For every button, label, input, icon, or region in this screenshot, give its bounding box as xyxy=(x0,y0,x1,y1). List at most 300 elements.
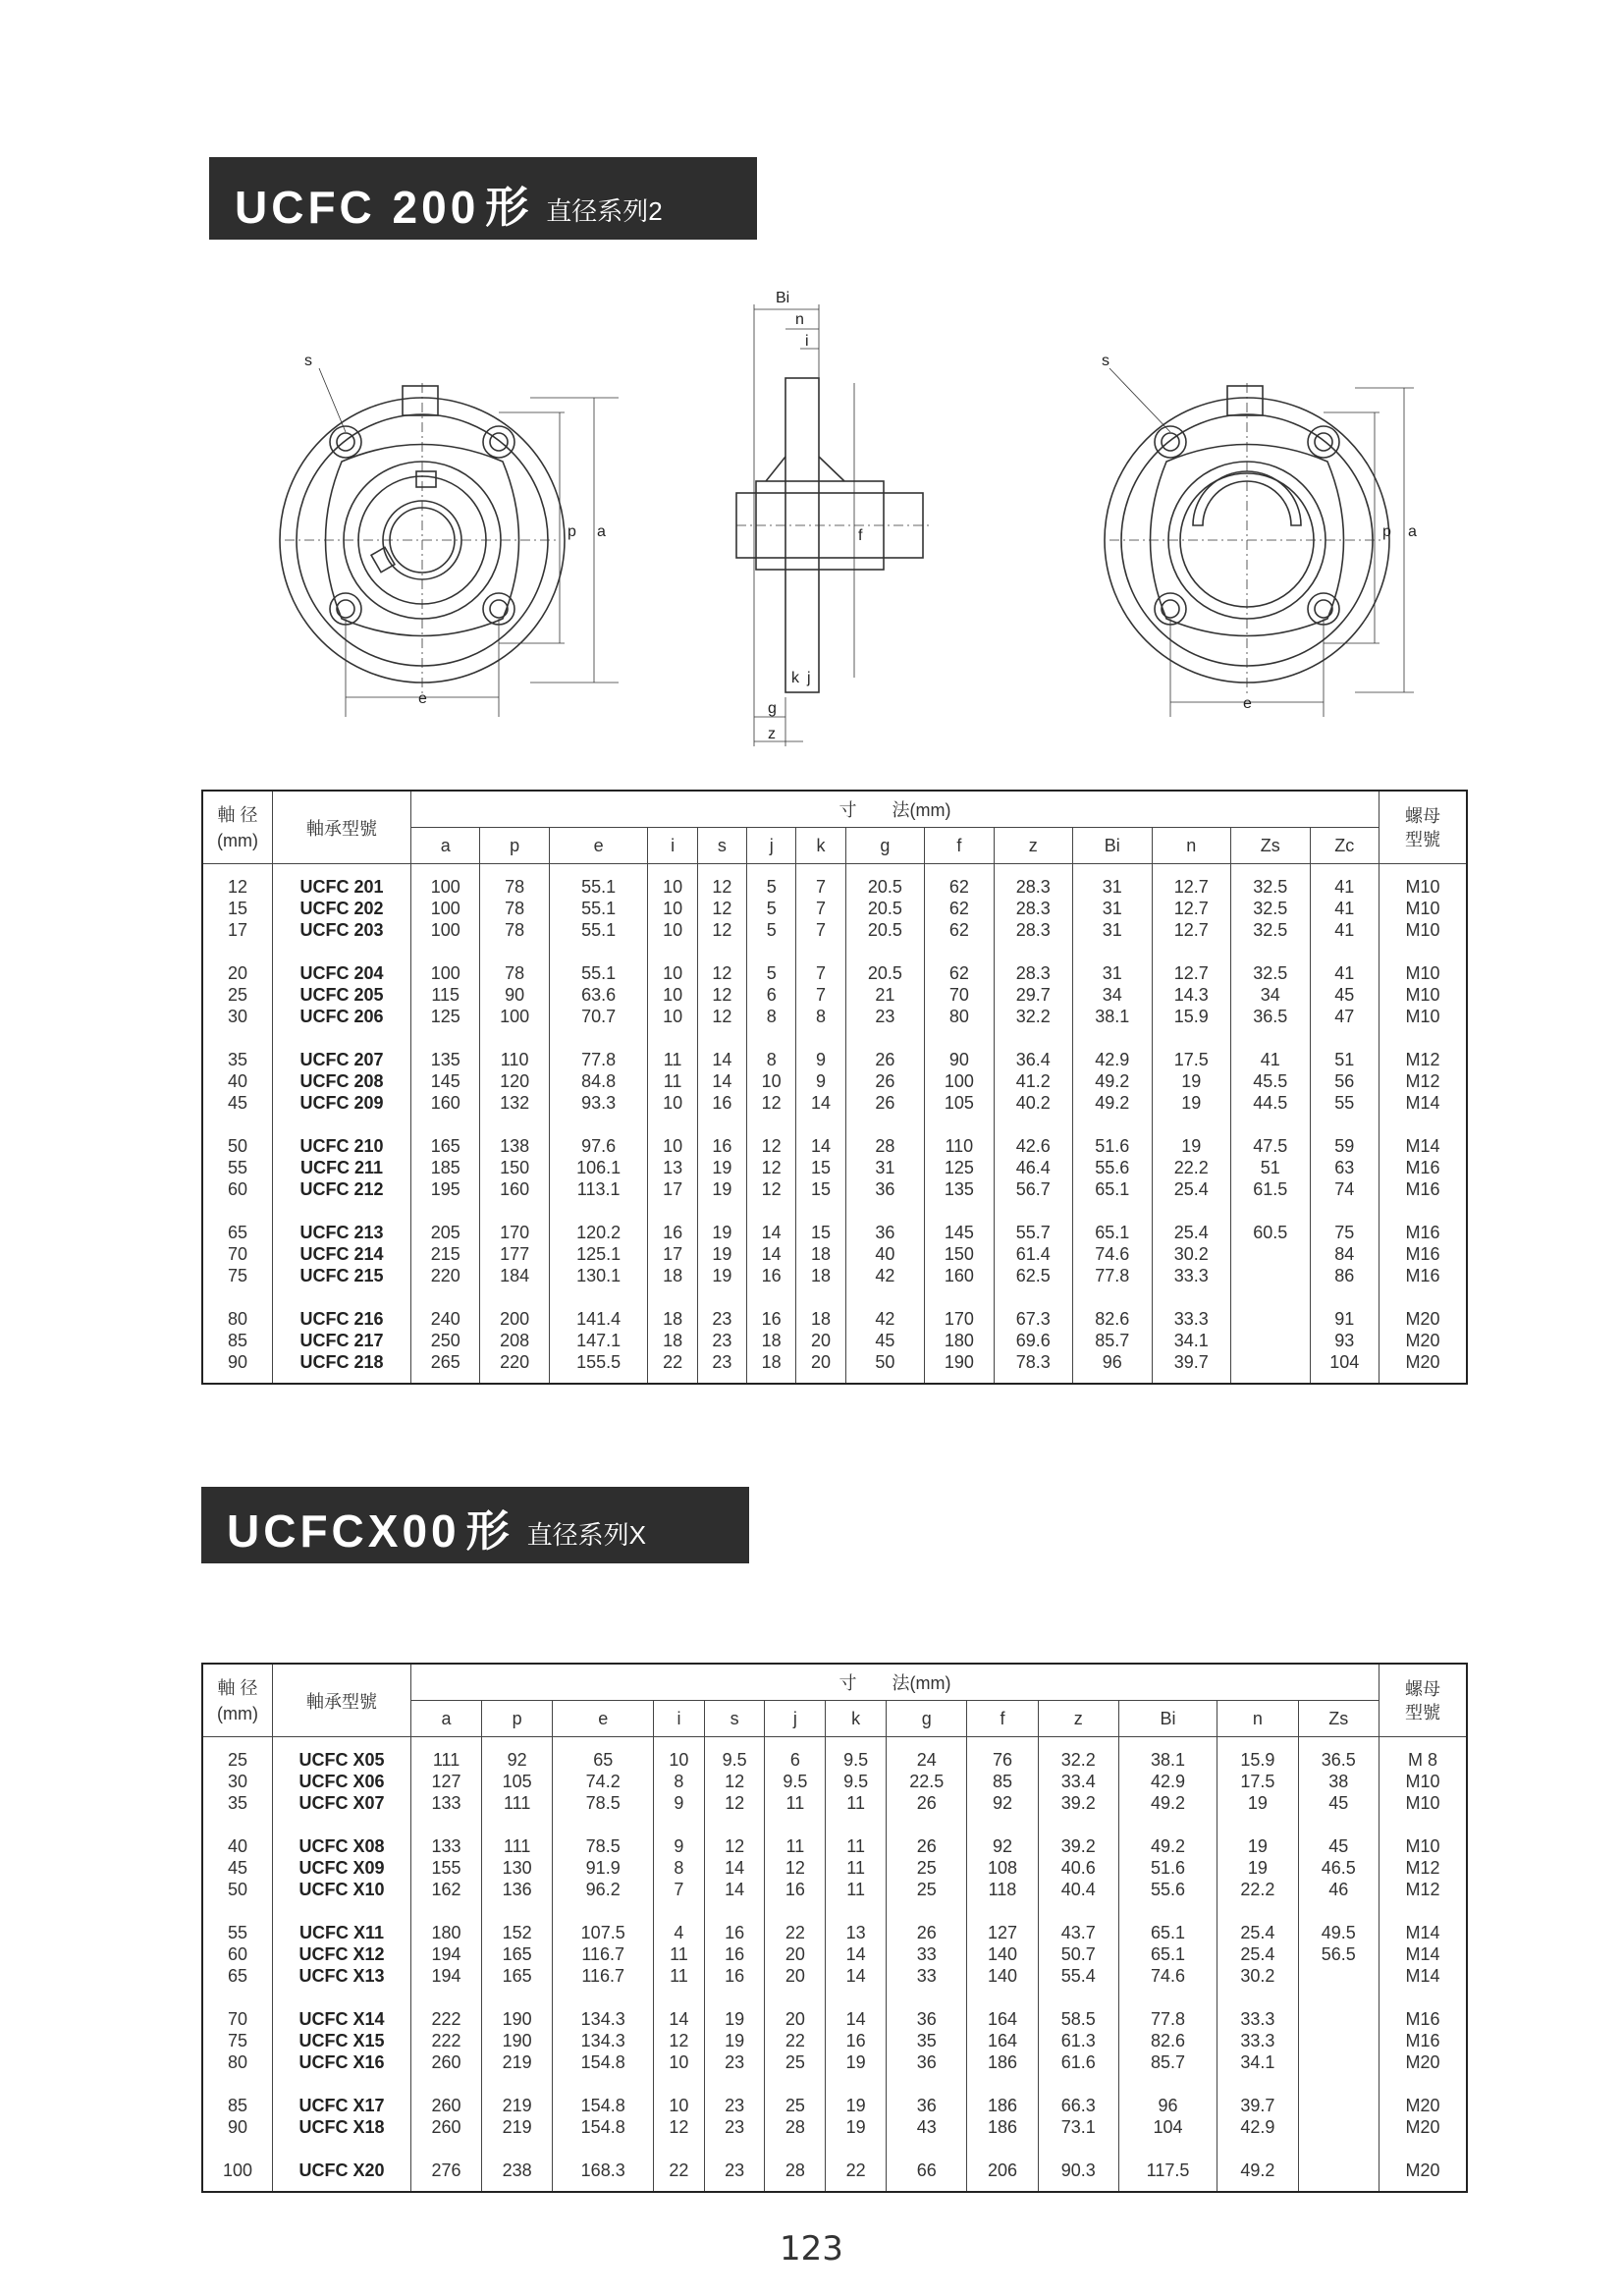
cell-value: 220 xyxy=(500,1352,530,1372)
cell-value: 17.5 xyxy=(1173,1050,1209,1069)
cell-shaft-dia xyxy=(202,1210,273,1296)
cell-value: 14 xyxy=(810,1136,831,1156)
cell-value: 165 xyxy=(430,1136,460,1156)
cell-value: 66 xyxy=(916,2160,937,2180)
cell-value: 23 xyxy=(725,2117,745,2137)
cell-dim-f xyxy=(967,2083,1038,2148)
cell-value: 74.6 xyxy=(1151,1966,1186,1986)
table-row-group xyxy=(202,951,1467,1037)
cell-value: 17 xyxy=(227,920,248,940)
cell-value: 185 xyxy=(430,1158,460,1177)
cell-dim-zc xyxy=(1310,1037,1380,1123)
cell-value: 55.6 xyxy=(1151,1880,1186,1899)
cell-value: 24 xyxy=(916,1750,937,1770)
cell-value: 70.7 xyxy=(581,1007,617,1026)
header-shaft-label: 軸 径 xyxy=(217,1677,258,1698)
table-row-group xyxy=(202,1996,1467,2083)
cell-shaft-dia xyxy=(202,864,273,952)
table-row-group xyxy=(202,864,1467,952)
cell-dim-zs xyxy=(1231,864,1310,952)
cell-dim-bi xyxy=(1073,1296,1152,1384)
cell-dim-j xyxy=(765,1996,826,2083)
cell-value: 42.9 xyxy=(1095,1050,1130,1069)
cell-nut-model xyxy=(1380,1910,1468,1996)
cell-nut-model xyxy=(1380,1123,1468,1210)
header-col-zs: Zs xyxy=(1231,828,1310,864)
cell-shaft-dia xyxy=(202,1824,273,1910)
cell-value: 12 xyxy=(227,877,248,897)
cell-value: M20 xyxy=(1405,2160,1440,2180)
cell-value: 147.1 xyxy=(576,1331,622,1350)
cell-value: 194 xyxy=(431,1966,461,1986)
cell-value: 116.7 xyxy=(581,1966,625,1986)
cell-dim-p xyxy=(480,864,549,952)
cell-value: 154.8 xyxy=(580,2096,625,2115)
cell-dim-zs xyxy=(1298,1996,1379,2083)
cell-value: UCFC 202 xyxy=(299,899,384,918)
cell-bearing-model xyxy=(273,1996,411,2083)
cell-dim-a xyxy=(411,951,480,1037)
cell-value: 160 xyxy=(944,1266,974,1285)
cell-value: 10 xyxy=(663,1007,683,1026)
cell-value: 49.2 xyxy=(1095,1093,1130,1113)
cell-value: 100 xyxy=(222,2160,253,2180)
cell-dim-f xyxy=(925,1210,994,1296)
cell-value: 260 xyxy=(431,2117,461,2137)
cell-value: 186 xyxy=(987,2052,1017,2072)
header-col-f: f xyxy=(967,1701,1038,1737)
cell-value: 16 xyxy=(725,1944,745,1964)
cell-dim-n xyxy=(1152,1296,1230,1384)
cell-dim-n xyxy=(1152,951,1230,1037)
cell-dim-k xyxy=(826,2083,887,2148)
cell-value xyxy=(1301,2116,1377,2138)
cell-value: 180 xyxy=(431,1923,461,1942)
cell-value: 43 xyxy=(916,2117,937,2137)
cell-dim-zc xyxy=(1310,1123,1380,1210)
cell-value: 276 xyxy=(431,2160,461,2180)
cell-dim-j xyxy=(747,951,796,1037)
cell-dim-n xyxy=(1217,1996,1298,2083)
cell-value: 150 xyxy=(944,1244,974,1264)
cell-value: 110 xyxy=(500,1050,529,1069)
cell-dim-n xyxy=(1152,864,1230,952)
header-col-s: s xyxy=(704,1701,765,1737)
cell-shaft-dia xyxy=(202,1037,273,1123)
title-subtitle: 直径系列2 xyxy=(546,196,663,226)
cell-value: 111 xyxy=(432,1750,460,1770)
cell-value: 12 xyxy=(669,2117,689,2137)
cell-value: 5 xyxy=(766,963,777,983)
cell-value: 49.2 xyxy=(1095,1071,1130,1091)
table-row-group xyxy=(202,2083,1467,2148)
header-col-p: p xyxy=(482,1701,553,1737)
spec-table-ucfcx00 xyxy=(201,1663,1468,2193)
cell-value: 135 xyxy=(430,1050,460,1069)
cell-dim-zs xyxy=(1298,1910,1379,1996)
cell-value: 10 xyxy=(761,1071,782,1091)
cell-value: 76 xyxy=(992,1750,1012,1770)
cell-value: 222 xyxy=(431,2031,461,2050)
header-nut-model: 螺母 型號 xyxy=(1380,1664,1468,1737)
header-col-a: a xyxy=(411,1701,482,1737)
cell-dim-e xyxy=(549,1296,648,1384)
cell-value: 74.2 xyxy=(585,1772,621,1791)
cell-value: 50 xyxy=(227,1136,248,1156)
cell-value: 200 xyxy=(500,1309,530,1329)
cell-value: 17 xyxy=(663,1179,683,1199)
cell-dim-i xyxy=(648,951,697,1037)
cell-bearing-model xyxy=(273,1296,411,1384)
header-shaft-label: 軸 径 xyxy=(217,804,258,825)
cell-value: M10 xyxy=(1405,1007,1440,1026)
cell-value xyxy=(1301,2095,1377,2116)
cell-value: 67.3 xyxy=(1015,1309,1051,1329)
cell-value: 12 xyxy=(712,963,732,983)
cell-value: 19 xyxy=(1181,1136,1202,1156)
cell-value: 20 xyxy=(227,963,248,983)
cell-value: 61.5 xyxy=(1253,1179,1288,1199)
cell-value: 41 xyxy=(1334,920,1355,940)
cell-value: 14 xyxy=(845,1944,866,1964)
cell-value: 19 xyxy=(712,1244,732,1264)
cell-value: 28.3 xyxy=(1015,920,1051,940)
cell-value: UCFC X06 xyxy=(298,1772,385,1791)
cell-shaft-dia xyxy=(202,951,273,1037)
cell-value: 11 xyxy=(670,1966,688,1986)
cell-dim-k xyxy=(796,1123,845,1210)
label-k: k xyxy=(791,670,799,686)
cell-dim-z xyxy=(994,1296,1072,1384)
cell-value: 80 xyxy=(227,1309,248,1329)
cell-dim-k xyxy=(796,864,845,952)
cell-value: 155 xyxy=(431,1858,461,1878)
cell-dim-p xyxy=(482,1996,553,2083)
cell-value: 31 xyxy=(1102,963,1122,983)
cell-value: UCFC X13 xyxy=(298,1966,385,1986)
cell-value: 16 xyxy=(712,1093,732,1113)
cell-value: 91.9 xyxy=(585,1858,621,1878)
header-col-j: j xyxy=(747,828,796,864)
cell-value: 11 xyxy=(785,1836,805,1856)
cell-value: 34.1 xyxy=(1240,2052,1275,2072)
cell-dim-bi xyxy=(1118,1737,1217,1825)
cell-value: 186 xyxy=(987,2096,1017,2115)
cell-value: 12.7 xyxy=(1173,877,1209,897)
cell-value: 34 xyxy=(1102,985,1122,1005)
cell-value: 26 xyxy=(916,1793,937,1813)
cell-dim-i xyxy=(654,1824,705,1910)
cell-value: 33.3 xyxy=(1240,2031,1275,2050)
table-row-group xyxy=(202,1824,1467,1910)
cell-value: 85 xyxy=(992,1772,1012,1791)
cell-value: 9.5 xyxy=(783,1772,808,1791)
cell-shaft-dia xyxy=(202,1296,273,1384)
cell-value: 120.2 xyxy=(576,1223,622,1242)
table-row-group xyxy=(202,1037,1467,1123)
cell-value: 18 xyxy=(663,1266,683,1285)
cell-value: 32.5 xyxy=(1253,920,1288,940)
cell-value: 75 xyxy=(227,2031,248,2050)
cell-value: 11 xyxy=(846,1880,865,1899)
cell-value: 15 xyxy=(810,1179,831,1199)
cell-value: UCFC X07 xyxy=(298,1793,385,1813)
cell-value: UCFC 209 xyxy=(299,1093,384,1113)
cell-value: 77.8 xyxy=(1151,2009,1186,2029)
cell-value: 184 xyxy=(500,1266,530,1285)
cell-dim-zc xyxy=(1310,864,1380,952)
cell-value: 39.2 xyxy=(1060,1836,1096,1856)
cell-value: 46.4 xyxy=(1015,1158,1051,1177)
cell-value: 51 xyxy=(1334,1050,1355,1069)
cell-value: 17.5 xyxy=(1240,1772,1275,1791)
cell-value: 85.7 xyxy=(1151,2052,1186,2072)
cell-value: 62 xyxy=(948,920,969,940)
cell-value: 97.6 xyxy=(581,1136,617,1156)
cell-value: 12.7 xyxy=(1173,920,1209,940)
cell-value: UCFC 217 xyxy=(299,1331,384,1350)
table-row-group xyxy=(202,1737,1467,1825)
cell-value: 42.9 xyxy=(1240,2117,1275,2137)
cell-value: 12 xyxy=(712,1007,732,1026)
cell-value: 15.9 xyxy=(1173,1007,1209,1026)
cell-bearing-model xyxy=(273,951,411,1037)
cell-value: 46 xyxy=(1328,1880,1349,1899)
cell-dim-j xyxy=(765,1737,826,1825)
cell-dim-zs xyxy=(1231,1210,1310,1296)
cell-value: 66.3 xyxy=(1060,2096,1096,2115)
cell-dim-s xyxy=(704,1737,765,1825)
cell-value: 21 xyxy=(875,985,895,1005)
cell-value: 25 xyxy=(916,1880,937,1899)
cell-value: 16 xyxy=(784,1880,805,1899)
cell-value: 16 xyxy=(725,1966,745,1986)
cell-dim-e xyxy=(549,1037,648,1123)
cell-value: 14 xyxy=(810,1093,831,1113)
cell-value: 33.3 xyxy=(1173,1266,1209,1285)
cell-value: 18 xyxy=(663,1331,683,1350)
cell-value: 7 xyxy=(815,985,826,1005)
cell-bearing-model xyxy=(273,1737,411,1825)
cell-value: 219 xyxy=(502,2052,532,2072)
cell-value: 7 xyxy=(815,877,826,897)
label-p-left: p xyxy=(568,523,576,540)
cell-value: 19 xyxy=(1181,1071,1202,1091)
cell-value: 104 xyxy=(1153,2117,1183,2137)
title-kanji: 形 xyxy=(465,1507,510,1556)
cell-value: 134.3 xyxy=(580,2009,625,2029)
cell-value: 15 xyxy=(810,1158,831,1177)
cell-value: 104 xyxy=(1329,1352,1360,1372)
cell-dim-n xyxy=(1152,1123,1230,1210)
cell-value: 220 xyxy=(430,1266,460,1285)
cell-value: 33.3 xyxy=(1240,2009,1275,2029)
cell-value: 41 xyxy=(1334,899,1355,918)
cell-value: 20.5 xyxy=(867,899,902,918)
cell-dim-s xyxy=(697,1296,746,1384)
cell-value: 91 xyxy=(1334,1309,1355,1329)
cell-dim-z xyxy=(994,864,1072,952)
cell-dim-z xyxy=(994,1037,1072,1123)
cell-value: 18 xyxy=(810,1309,831,1329)
cell-value: 60 xyxy=(227,1179,248,1199)
cell-value: 73.1 xyxy=(1060,2117,1096,2137)
cell-value: 30 xyxy=(227,1772,248,1791)
cell-value: 19 xyxy=(725,2009,745,2029)
header-bearing-model: 軸承型號 xyxy=(273,791,411,864)
cell-value: 78.5 xyxy=(585,1836,621,1856)
cell-dim-p xyxy=(482,2083,553,2148)
cell-value: 28 xyxy=(875,1136,895,1156)
cell-value: 265 xyxy=(430,1352,460,1372)
cell-value: 82.6 xyxy=(1095,1309,1130,1329)
cell-value: 134.3 xyxy=(580,2031,625,2050)
cell-value: 10 xyxy=(669,2096,689,2115)
cell-value: 28.3 xyxy=(1015,899,1051,918)
label-g: g xyxy=(768,700,777,717)
cell-dim-zs xyxy=(1298,1737,1379,1825)
cell-value: 33 xyxy=(916,1966,937,1986)
cell-dim-f xyxy=(967,1996,1038,2083)
cell-value: 12 xyxy=(761,1158,782,1177)
cell-value: 7 xyxy=(674,1880,684,1899)
cell-value: 133 xyxy=(431,1836,461,1856)
cell-value: 49.2 xyxy=(1151,1793,1186,1813)
cell-value: M16 xyxy=(1405,1223,1440,1242)
cell-nut-model xyxy=(1380,1296,1468,1384)
cell-value: 45 xyxy=(875,1331,895,1350)
cell-value: 12.7 xyxy=(1173,963,1209,983)
cell-value: 12.7 xyxy=(1173,899,1209,918)
cell-value: 77.8 xyxy=(581,1050,617,1069)
cell-value: 118 xyxy=(988,1880,1017,1899)
cell-value: 14 xyxy=(761,1223,782,1242)
cell-value: 85.7 xyxy=(1095,1331,1130,1350)
cell-dim-p xyxy=(482,1910,553,1996)
cell-dim-a xyxy=(411,1824,482,1910)
header-shaft-dia xyxy=(202,1664,273,1737)
cell-value: 177 xyxy=(500,1244,530,1264)
cell-value: 12 xyxy=(761,1136,782,1156)
cell-dim-f xyxy=(925,951,994,1037)
cell-value: 145 xyxy=(944,1223,974,1242)
cell-dim-f xyxy=(925,1296,994,1384)
cell-value: 240 xyxy=(430,1309,460,1329)
cell-value: 33 xyxy=(916,1944,937,1964)
cell-value: 11 xyxy=(846,1836,865,1856)
cell-value: M20 xyxy=(1405,2117,1440,2137)
cell-value: 12 xyxy=(761,1179,782,1199)
cell-value: 120 xyxy=(500,1071,530,1091)
cell-value: 14 xyxy=(725,1880,745,1899)
cell-value: M20 xyxy=(1405,2052,1440,2072)
cell-value: 14 xyxy=(845,2009,866,2029)
cell-value: 5 xyxy=(766,877,777,897)
label-z: z xyxy=(768,726,776,742)
cell-value: UCFC 208 xyxy=(299,1071,384,1091)
cell-value: 36 xyxy=(916,2096,937,2115)
cell-value: 26 xyxy=(875,1093,895,1113)
cell-value: 50 xyxy=(227,1880,248,1899)
cell-value: 12 xyxy=(725,1793,745,1813)
cell-value: 170 xyxy=(944,1309,974,1329)
cell-value: 215 xyxy=(430,1244,460,1264)
cell-value: UCFC 216 xyxy=(299,1309,384,1329)
cell-shaft-dia xyxy=(202,1737,273,1825)
cell-value: 15 xyxy=(227,899,248,918)
cell-value: 100 xyxy=(944,1071,974,1091)
cell-value: 22 xyxy=(784,2031,805,2050)
cell-value: 45.5 xyxy=(1253,1071,1288,1091)
cell-dim-k xyxy=(796,1296,845,1384)
label-n: n xyxy=(795,311,804,328)
cell-value: 125 xyxy=(944,1158,974,1177)
cell-value: 55.1 xyxy=(581,963,617,983)
cell-value: 14 xyxy=(712,1050,732,1069)
cell-value: 84.8 xyxy=(581,1071,617,1091)
cell-value: 160 xyxy=(430,1093,460,1113)
cell-value: 145 xyxy=(430,1071,460,1091)
cell-value: 58.5 xyxy=(1060,2009,1096,2029)
title-model: UCFC 200 xyxy=(235,182,480,233)
cell-value: 51.6 xyxy=(1095,1136,1130,1156)
cell-value: 10 xyxy=(669,1750,689,1770)
cell-value: 41 xyxy=(1334,877,1355,897)
cell-value: 11 xyxy=(670,1944,688,1964)
cell-value: M 8 xyxy=(1407,1750,1437,1770)
cell-nut-model xyxy=(1380,1037,1468,1123)
cell-value: 140 xyxy=(987,1966,1017,1986)
cell-value: 85 xyxy=(227,2096,248,2115)
cell-value: M12 xyxy=(1405,1880,1440,1899)
cell-dim-f xyxy=(925,1037,994,1123)
spec-table-ucfc200 xyxy=(201,790,1468,1385)
cell-value: 51.6 xyxy=(1151,1858,1186,1878)
cell-value: 62.5 xyxy=(1015,1266,1051,1285)
cell-value: 92 xyxy=(992,1836,1012,1856)
cell-value: 45 xyxy=(227,1093,248,1113)
cell-dim-f xyxy=(967,1737,1038,1825)
cell-dim-bi xyxy=(1118,2148,1217,2192)
cell-dim-i xyxy=(654,1910,705,1996)
cell-value: 42.6 xyxy=(1015,1136,1051,1156)
header-col-z: z xyxy=(994,828,1072,864)
cell-nut-model xyxy=(1380,1210,1468,1296)
cell-value: 15.9 xyxy=(1240,1750,1275,1770)
cell-value: 55 xyxy=(227,1158,248,1177)
cell-value: 49.5 xyxy=(1321,1923,1356,1942)
cell-dim-n xyxy=(1217,1737,1298,1825)
cell-dim-n xyxy=(1152,1037,1230,1123)
cell-dim-p xyxy=(480,1296,549,1384)
cell-value: 55.7 xyxy=(1015,1223,1051,1242)
header-col-i: i xyxy=(654,1701,705,1737)
cell-value: 13 xyxy=(663,1158,683,1177)
header-col-g: g xyxy=(887,1701,967,1737)
cell-value: 100 xyxy=(430,899,460,918)
cell-value: 56.7 xyxy=(1015,1179,1051,1199)
cell-value: 23 xyxy=(725,2052,745,2072)
cell-dim-z xyxy=(1038,1824,1118,1910)
cell-shaft-dia xyxy=(202,2148,273,2192)
cell-value: 61.3 xyxy=(1060,2031,1096,2050)
cell-dim-j xyxy=(747,1296,796,1384)
cell-bearing-model xyxy=(273,864,411,952)
cell-value: 41.2 xyxy=(1015,1071,1051,1091)
cell-value: M12 xyxy=(1405,1050,1440,1069)
cell-value: 63.6 xyxy=(581,985,617,1005)
cell-dim-s xyxy=(697,1037,746,1123)
